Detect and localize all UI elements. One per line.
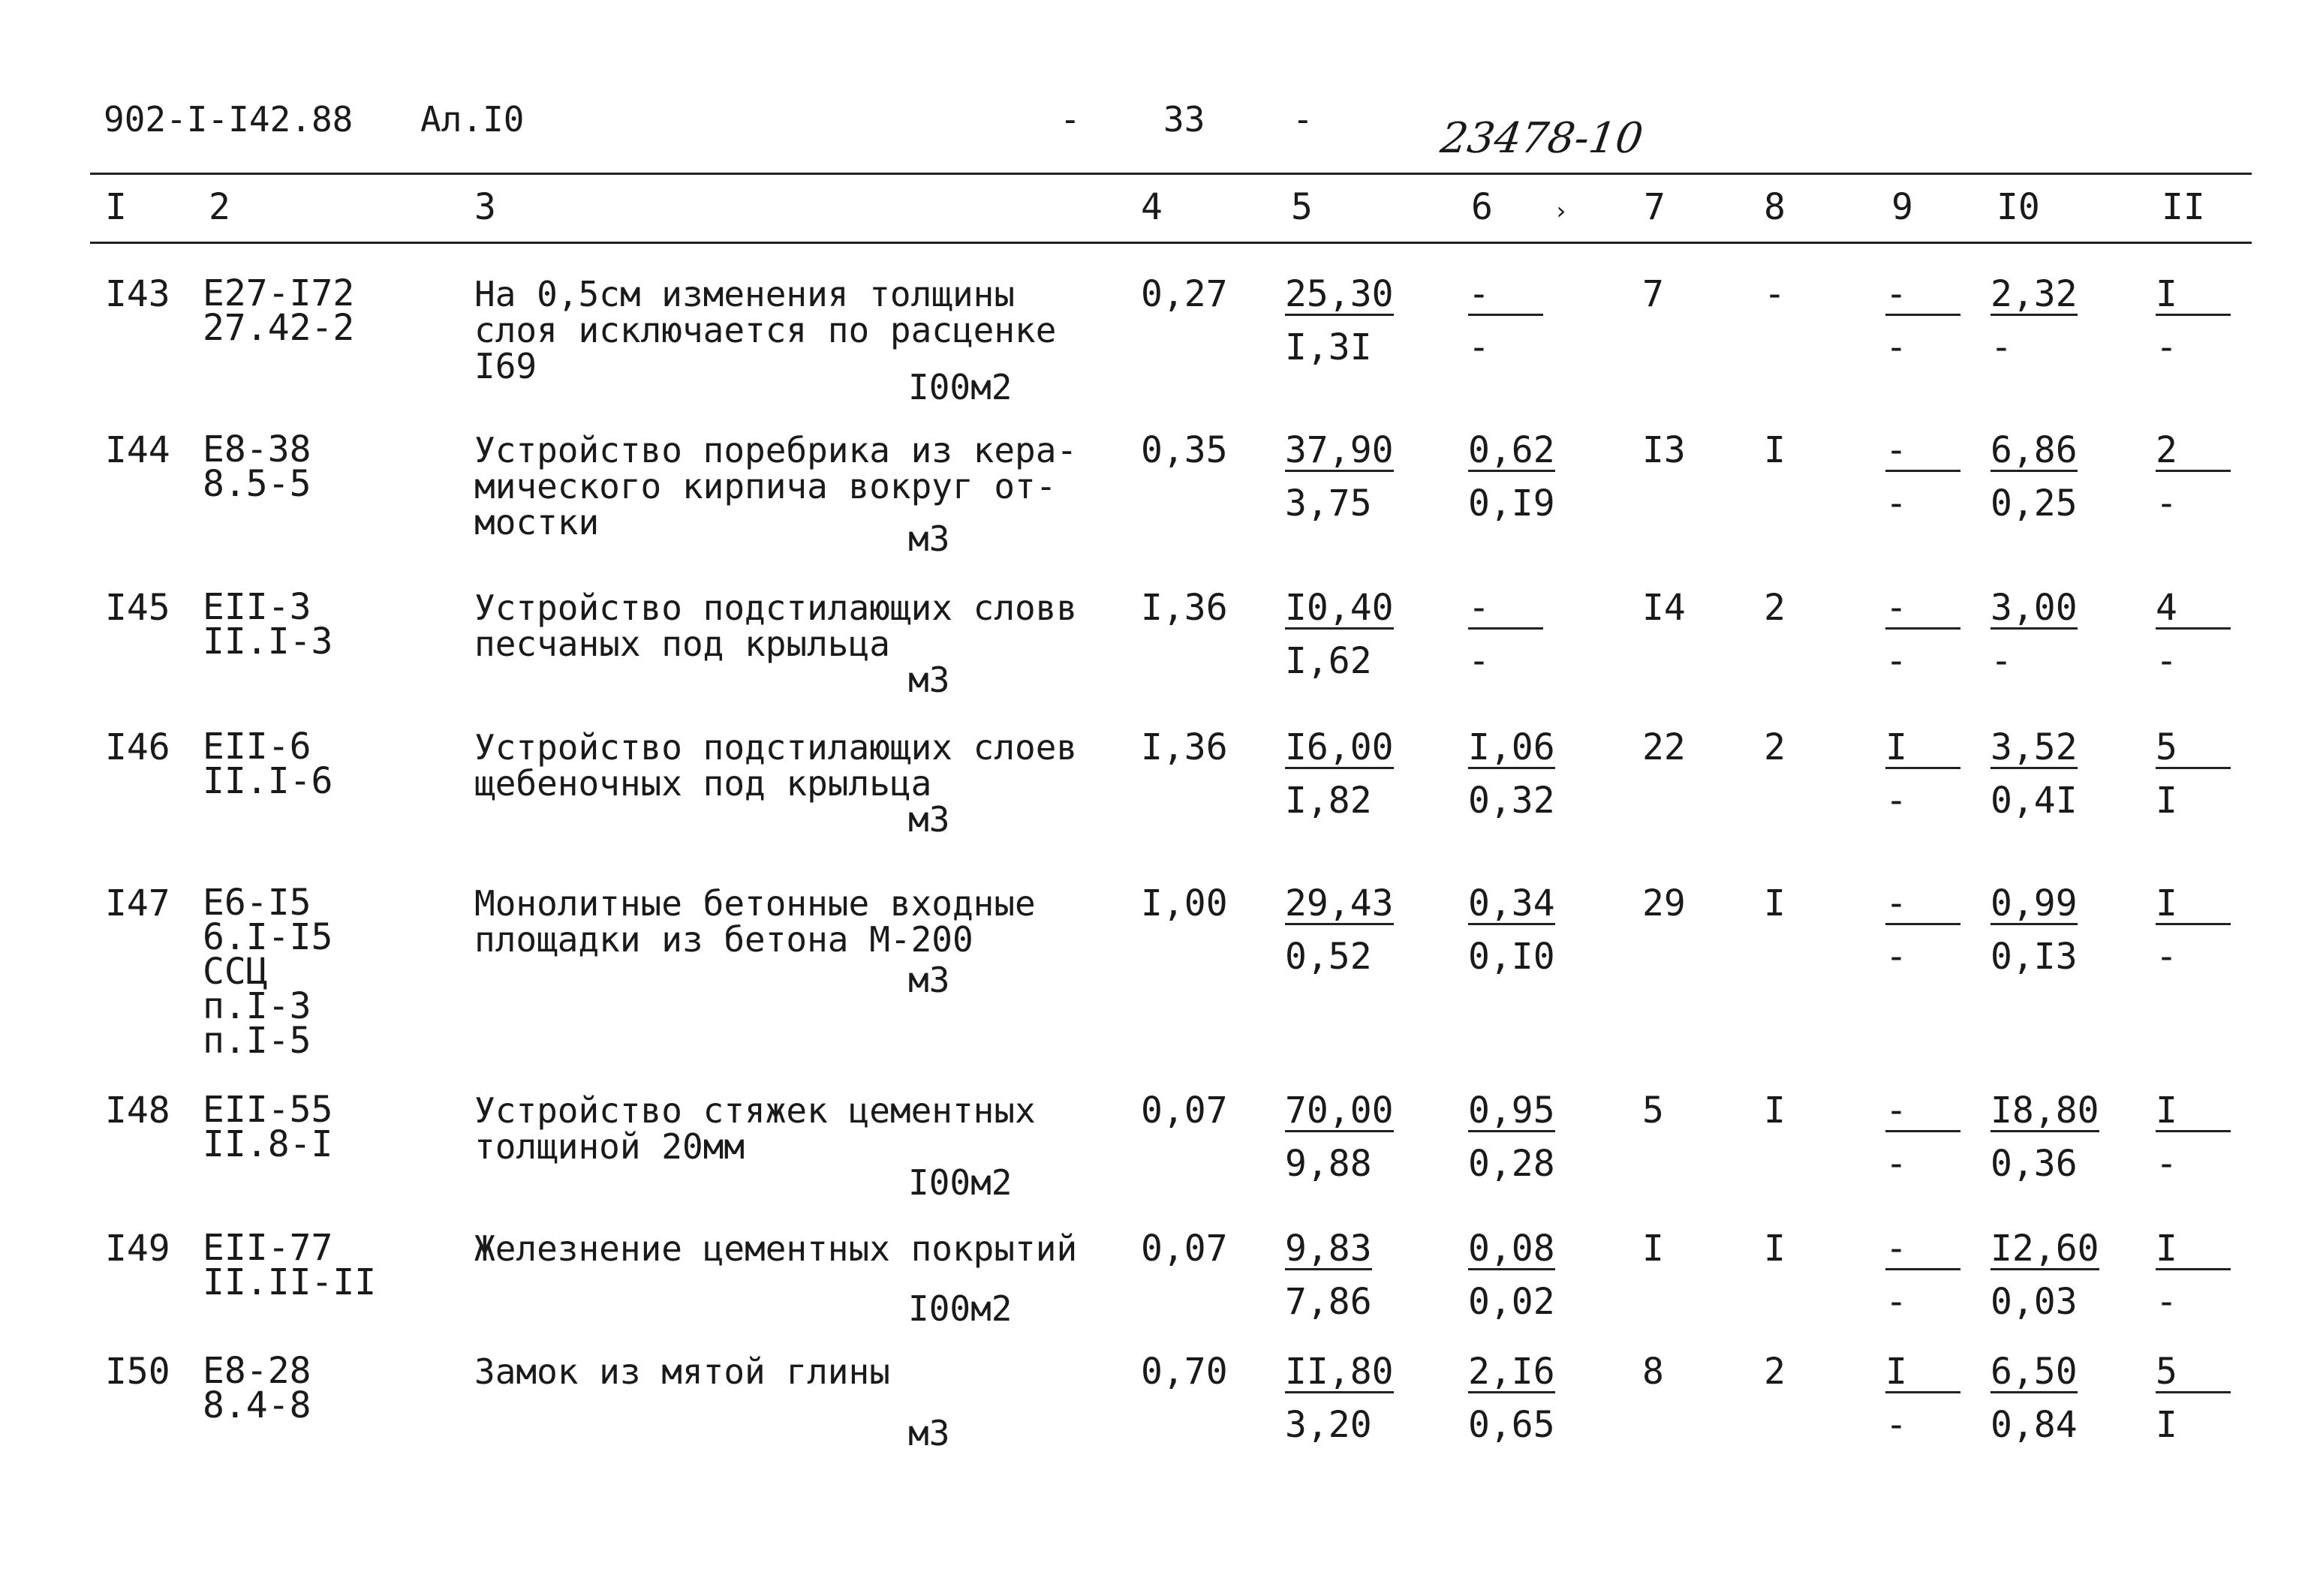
column-header-7: 7 xyxy=(1644,186,1666,228)
col11-fraction xyxy=(2156,1090,2231,1185)
wage-fraction xyxy=(1468,1090,1555,1185)
col11-fraction xyxy=(2156,1228,2231,1323)
rate-code: E6-I5 xyxy=(203,882,311,924)
col11-fraction xyxy=(2156,1351,2231,1446)
work-description-line: мического кирпича вокруг от- xyxy=(474,466,1057,506)
col10-fraction-bottom: - xyxy=(1991,326,2012,368)
col11-fraction-bottom: I xyxy=(2156,1404,2177,1446)
col7-value: 29 xyxy=(1642,882,1686,924)
rate-code: 8.5-5 xyxy=(203,463,311,505)
col9-fraction xyxy=(1885,882,1960,978)
col7-value: I xyxy=(1642,1228,1664,1270)
wage-fraction-bottom: 0,65 xyxy=(1468,1404,1555,1446)
work-description-line: щебеночных под крыльца xyxy=(474,763,932,804)
col10-fraction xyxy=(1991,1090,2099,1185)
rate-code: II.I-6 xyxy=(203,760,333,802)
col10-fraction xyxy=(1991,429,2078,524)
row-number: I46 xyxy=(105,726,170,768)
table-top-rule xyxy=(90,173,2252,175)
col9-fraction-top: I xyxy=(1885,729,1960,769)
wage-fraction xyxy=(1468,726,1555,822)
col7-value: 22 xyxy=(1642,726,1686,768)
col11-fraction-bottom: - xyxy=(2156,1143,2177,1185)
rate-code: EII-55 xyxy=(203,1089,333,1131)
col10-fraction-bottom: 0,03 xyxy=(1991,1281,2078,1323)
wage-fraction xyxy=(1468,273,1543,368)
col11-fraction-bottom: I xyxy=(2156,780,2177,822)
col11-fraction-top: I xyxy=(2156,276,2231,316)
rate-code: E8-38 xyxy=(203,428,311,470)
cost-fraction xyxy=(1285,1228,1372,1323)
col10-fraction xyxy=(1991,587,2078,682)
wage-fraction-top: 0,08 xyxy=(1468,1228,1555,1270)
col10-fraction xyxy=(1991,273,2078,368)
cost-fraction-bottom: I,82 xyxy=(1285,780,1372,822)
cost-fraction-bottom: 9,88 xyxy=(1285,1143,1372,1185)
wage-fraction-top: 0,95 xyxy=(1468,1090,1555,1132)
wage-fraction-bottom: - xyxy=(1468,640,1490,682)
col11-fraction-top: I xyxy=(2156,1093,2231,1132)
unit-of-measure: I00м2 xyxy=(908,367,1013,407)
wage-fraction xyxy=(1468,587,1543,682)
wage-fraction-bottom: 0,32 xyxy=(1468,780,1555,822)
work-description-line: мостки xyxy=(474,502,600,543)
col10-fraction-bottom: 0,I3 xyxy=(1991,936,2078,978)
page-number: 33 xyxy=(1163,99,1205,140)
col7-value: 5 xyxy=(1642,1090,1664,1132)
col10-fraction-top: 6,50 xyxy=(1991,1351,2078,1393)
wage-fraction-bottom: 0,I0 xyxy=(1468,936,1555,978)
cost-fraction xyxy=(1285,429,1394,524)
wage-fraction-bottom: 0,28 xyxy=(1468,1143,1555,1185)
wage-fraction-top: I,06 xyxy=(1468,726,1555,768)
work-description-line: I69 xyxy=(474,346,537,386)
page-dash-left: - xyxy=(1060,99,1081,140)
col10-fraction xyxy=(1991,1351,2078,1446)
cost-fraction xyxy=(1285,1351,1394,1446)
wage-fraction xyxy=(1468,1351,1555,1446)
col9-fraction-bottom: - xyxy=(1885,936,1907,978)
quantity: I,36 xyxy=(1141,587,1228,629)
col11-fraction-top: 4 xyxy=(2156,590,2231,630)
col11-fraction-bottom: - xyxy=(2156,936,2177,978)
col8-value: 2 xyxy=(1764,726,1786,768)
col11-fraction-bottom: - xyxy=(2156,326,2177,368)
col9-fraction xyxy=(1885,587,1960,682)
work-description-line: Устройство стяжек цементных xyxy=(474,1090,1036,1131)
column-header-5: 5 xyxy=(1291,186,1313,228)
col11-fraction xyxy=(2156,587,2231,682)
col8-value: I xyxy=(1764,1228,1786,1270)
work-description-line: Железнение цементных покрытий xyxy=(474,1228,1078,1269)
row-number: I49 xyxy=(105,1228,170,1270)
col7-value: I3 xyxy=(1642,429,1686,471)
col9-fraction-bottom: - xyxy=(1885,780,1907,822)
col9-fraction xyxy=(1885,1228,1960,1323)
quantity: 0,70 xyxy=(1141,1351,1228,1393)
quantity: I,36 xyxy=(1141,726,1228,768)
col11-fraction xyxy=(2156,882,2231,978)
col9-fraction-bottom: - xyxy=(1885,326,1907,368)
work-description-line: Устройство подстилающих словв xyxy=(474,588,1078,628)
cost-fraction-bottom: I,62 xyxy=(1285,640,1372,682)
col11-fraction-top: 5 xyxy=(2156,729,2231,769)
col10-fraction-bottom: - xyxy=(1991,640,2012,682)
col8-value: I xyxy=(1764,1090,1786,1132)
col11-fraction xyxy=(2156,726,2231,822)
col11-fraction-top: I xyxy=(2156,1231,2231,1270)
quantity: 0,07 xyxy=(1141,1228,1228,1270)
cost-fraction xyxy=(1285,1090,1394,1185)
wage-fraction-bottom: - xyxy=(1468,326,1490,368)
rate-code: 8.4-8 xyxy=(203,1384,311,1426)
rate-code: II.II-II xyxy=(203,1261,377,1303)
unit-of-measure: I00м2 xyxy=(908,1162,1013,1203)
wage-fraction-top: 0,62 xyxy=(1468,429,1555,471)
work-description-line: площадки из бетона М-200 xyxy=(474,919,973,960)
col8-value: 2 xyxy=(1764,587,1786,629)
col9-fraction-top: - xyxy=(1885,432,1960,472)
wage-fraction-bottom: 0,I9 xyxy=(1468,482,1555,524)
work-description-line: На 0,5см изменения толщины xyxy=(474,274,1016,314)
unit-of-measure: м3 xyxy=(908,1413,950,1453)
cost-fraction-top: 70,00 xyxy=(1285,1090,1394,1132)
col7-value: 7 xyxy=(1642,273,1664,315)
row-number: I48 xyxy=(105,1090,170,1132)
rate-code: п.I-3 xyxy=(203,985,311,1027)
cost-fraction-top: 29,43 xyxy=(1285,882,1394,924)
rate-code: 27.42-2 xyxy=(203,307,355,349)
cost-fraction-top: 9,83 xyxy=(1285,1228,1372,1270)
quantity: 0,35 xyxy=(1141,429,1228,471)
cost-fraction xyxy=(1285,273,1394,368)
column-header-9: 9 xyxy=(1891,186,1913,228)
sheet-number: Ал.I0 xyxy=(420,99,525,140)
col9-fraction xyxy=(1885,273,1960,368)
inventory-stamp: 23478-10 xyxy=(1437,114,1646,163)
col10-fraction-top: I2,60 xyxy=(1991,1228,2099,1270)
cost-fraction xyxy=(1285,882,1394,978)
quantity: I,00 xyxy=(1141,882,1228,924)
col9-fraction xyxy=(1885,1090,1960,1185)
rate-code: II.I-3 xyxy=(203,621,333,663)
col8-value: - xyxy=(1764,273,1786,315)
wage-fraction-bottom: 0,02 xyxy=(1468,1281,1555,1323)
col10-fraction-top: 6,86 xyxy=(1991,429,2078,471)
column6-mark: › xyxy=(1554,197,1569,225)
col10-fraction-top: 2,32 xyxy=(1991,273,2078,315)
rate-code: E8-28 xyxy=(203,1350,311,1392)
column-header-4: 4 xyxy=(1141,186,1163,228)
col7-value: 8 xyxy=(1642,1351,1664,1393)
wage-fraction-top: 2,I6 xyxy=(1468,1351,1555,1393)
row-number: I45 xyxy=(105,587,170,629)
col11-fraction-top: I xyxy=(2156,885,2231,925)
col8-value: I xyxy=(1764,429,1786,471)
col10-fraction xyxy=(1991,1228,2099,1323)
cost-fraction xyxy=(1285,587,1394,682)
col11-fraction xyxy=(2156,273,2231,368)
column-header-6: 6 xyxy=(1471,186,1493,228)
cost-fraction xyxy=(1285,726,1394,822)
col10-fraction-bottom: 0,36 xyxy=(1991,1143,2078,1185)
row-number: I47 xyxy=(105,882,170,924)
col9-fraction xyxy=(1885,726,1960,822)
rate-code: E27-I72 xyxy=(203,272,355,314)
col10-fraction-bottom: 0,84 xyxy=(1991,1404,2078,1446)
col9-fraction xyxy=(1885,429,1960,524)
column-header-11: II xyxy=(2162,186,2205,228)
rate-code: EII-3 xyxy=(203,586,311,628)
col11-fraction-top: 5 xyxy=(2156,1354,2231,1393)
column-header-8: 8 xyxy=(1764,186,1786,228)
table-header-rule xyxy=(90,242,2252,244)
unit-of-measure: м3 xyxy=(908,960,950,1000)
column-header-1: I xyxy=(105,186,127,228)
cost-fraction-bottom: 7,86 xyxy=(1285,1281,1372,1323)
col9-fraction-top: - xyxy=(1885,276,1960,316)
row-number: I44 xyxy=(105,429,170,471)
unit-of-measure: м3 xyxy=(908,660,950,700)
col8-value: I xyxy=(1764,882,1786,924)
col11-fraction-top: 2 xyxy=(2156,432,2231,472)
col10-fraction xyxy=(1991,726,2078,822)
col9-fraction-bottom: - xyxy=(1885,1143,1907,1185)
document-code: 902-I-I42.88 xyxy=(104,99,354,140)
cost-fraction-bottom: 3,20 xyxy=(1285,1404,1372,1446)
col7-value: I4 xyxy=(1642,587,1686,629)
column-header-10: I0 xyxy=(1997,186,2040,228)
col9-fraction xyxy=(1885,1351,1960,1446)
wage-fraction xyxy=(1468,882,1555,978)
column-header-2: 2 xyxy=(209,186,230,228)
work-description-line: Замок из мятой глины xyxy=(474,1351,890,1392)
row-number: I50 xyxy=(105,1351,170,1393)
work-description-line: песчаных под крыльца xyxy=(474,624,890,664)
cost-fraction-top: I0,40 xyxy=(1285,587,1394,629)
page-dash-right: - xyxy=(1292,99,1313,140)
cost-fraction-top: 25,30 xyxy=(1285,273,1394,315)
unit-of-measure: I00м2 xyxy=(908,1288,1013,1329)
rate-code: EII-6 xyxy=(203,726,311,768)
wage-fraction xyxy=(1468,1228,1555,1323)
work-description-line: Устройство поребрика из кера- xyxy=(474,430,1078,470)
cost-fraction-bottom: 3,75 xyxy=(1285,482,1372,524)
col9-fraction-bottom: - xyxy=(1885,1404,1907,1446)
rate-code: EII-77 xyxy=(203,1227,333,1269)
col11-fraction-bottom: - xyxy=(2156,1281,2177,1323)
rate-code: II.8-I xyxy=(203,1123,333,1165)
col11-fraction xyxy=(2156,429,2231,524)
cost-fraction-bottom: I,3I xyxy=(1285,326,1372,368)
quantity: 0,27 xyxy=(1141,273,1228,315)
col9-fraction-top: - xyxy=(1885,1093,1960,1132)
col10-fraction-top: 3,52 xyxy=(1991,726,2078,768)
cost-fraction-bottom: 0,52 xyxy=(1285,936,1372,978)
work-description-line: толщиной 20мм xyxy=(474,1126,745,1167)
wage-fraction-top: - xyxy=(1468,590,1543,630)
work-description-line: Монолитные бетонные входные xyxy=(474,883,1036,924)
work-description-line: слоя исключается по расценке xyxy=(474,310,1057,350)
col9-fraction-bottom: - xyxy=(1885,482,1907,524)
col11-fraction-bottom: - xyxy=(2156,482,2177,524)
col8-value: 2 xyxy=(1764,1351,1786,1393)
wage-fraction-top: 0,34 xyxy=(1468,882,1555,924)
col11-fraction-bottom: - xyxy=(2156,640,2177,682)
cost-fraction-top: 37,90 xyxy=(1285,429,1394,471)
unit-of-measure: м3 xyxy=(908,518,950,559)
col9-fraction-top: - xyxy=(1885,590,1960,630)
column-header-3: 3 xyxy=(474,186,496,228)
wage-fraction xyxy=(1468,429,1555,524)
work-description-line: Устройство подстилающих слоев xyxy=(474,727,1078,768)
cost-fraction-top: II,80 xyxy=(1285,1351,1394,1393)
unit-of-measure: м3 xyxy=(908,799,950,840)
rate-code: 6.I-I5 xyxy=(203,916,333,958)
rate-code: п.I-5 xyxy=(203,1020,311,1062)
col9-fraction-top: I xyxy=(1885,1354,1960,1393)
rate-code: ССЦ xyxy=(203,951,268,993)
cost-fraction-top: I6,00 xyxy=(1285,726,1394,768)
col9-fraction-bottom: - xyxy=(1885,1281,1907,1323)
quantity: 0,07 xyxy=(1141,1090,1228,1132)
col10-fraction-top: I8,80 xyxy=(1991,1090,2099,1132)
col10-fraction-bottom: 0,4I xyxy=(1991,780,2078,822)
col9-fraction-bottom: - xyxy=(1885,640,1907,682)
col10-fraction-top: 3,00 xyxy=(1991,587,2078,629)
col10-fraction-top: 0,99 xyxy=(1991,882,2078,924)
col10-fraction xyxy=(1991,882,2078,978)
col9-fraction-top: - xyxy=(1885,1231,1960,1270)
col9-fraction-top: - xyxy=(1885,885,1960,925)
col10-fraction-bottom: 0,25 xyxy=(1991,482,2078,524)
wage-fraction-top: - xyxy=(1468,276,1543,316)
row-number: I43 xyxy=(105,273,170,315)
